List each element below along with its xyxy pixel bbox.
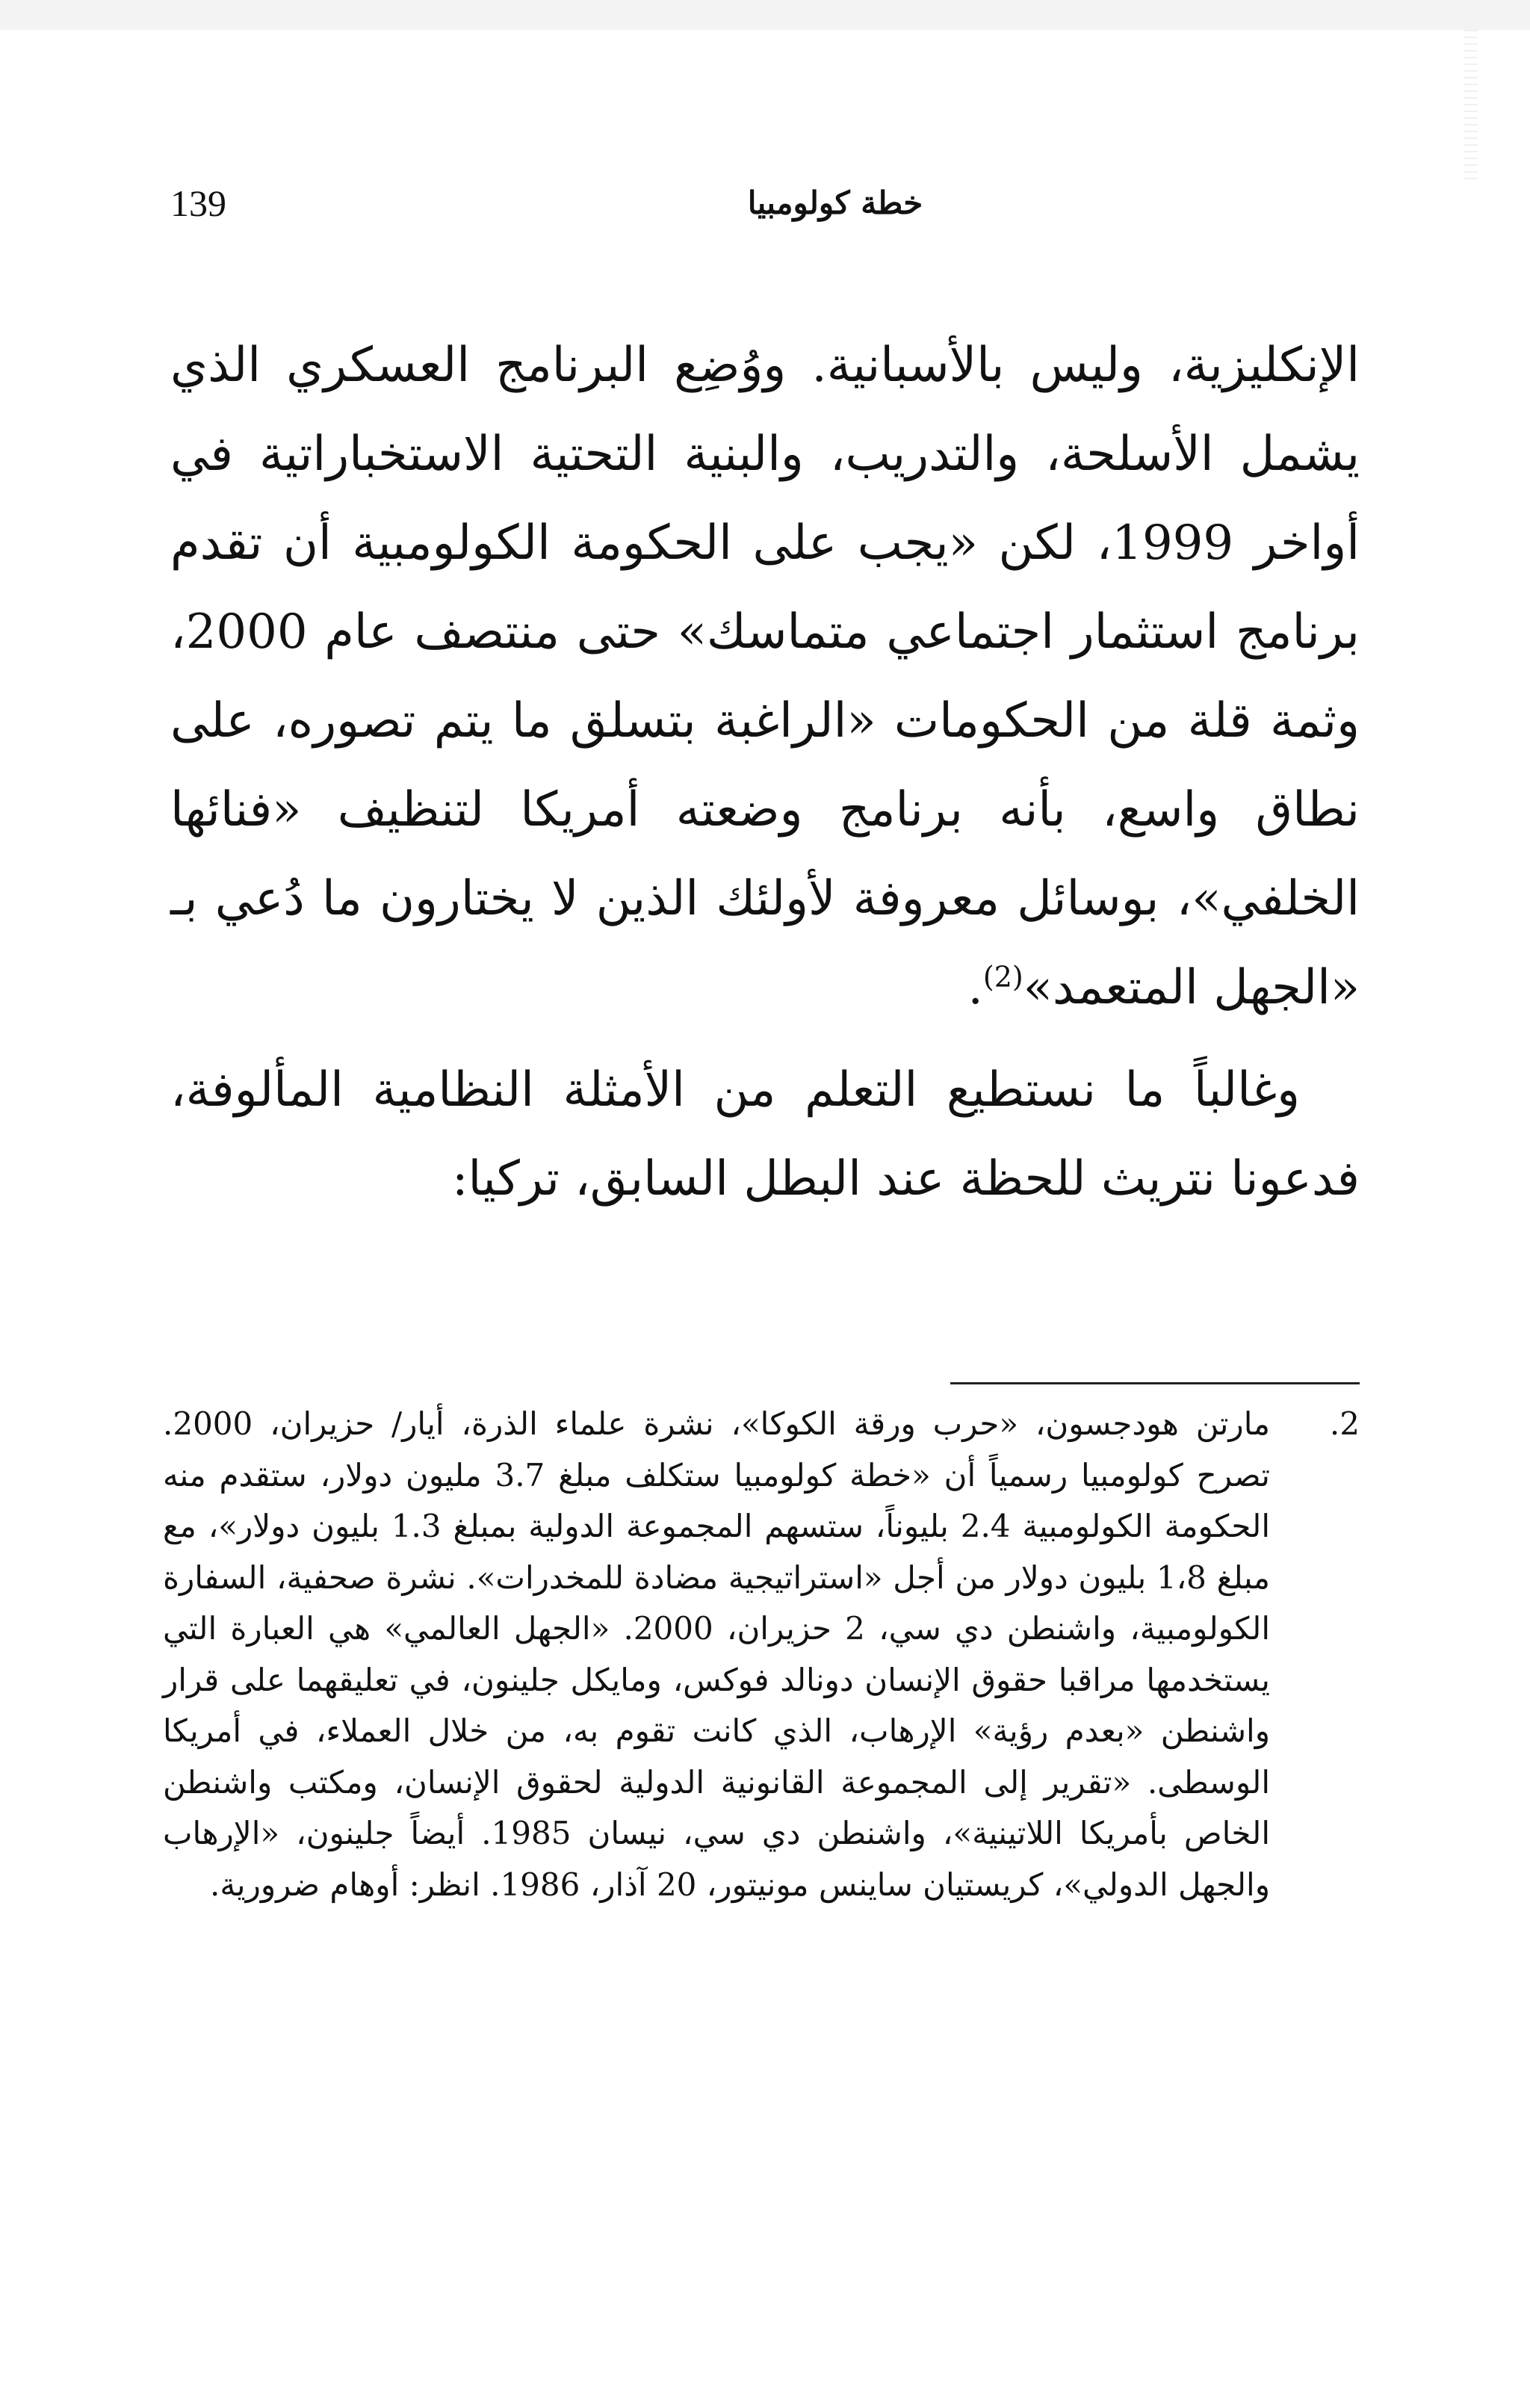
running-title: خطة كولومبيا bbox=[747, 185, 923, 221]
footnote-number: 2. bbox=[1329, 1405, 1360, 1442]
paragraph-1 bbox=[170, 321, 1360, 1033]
paragraph-1-end: . bbox=[967, 960, 983, 1015]
footnote bbox=[163, 1399, 1360, 1910]
paragraph-2: وغالباً ما نستطيع التعلم من الأمثلة النظامية المألوفة، فدعونا نتريث للحظة عند البطل السابق، تركيا: bbox=[170, 1062, 1360, 1207]
page-number: 139 bbox=[170, 182, 226, 224]
scan-top-strip bbox=[0, 0, 1530, 30]
scan-edge-speckle bbox=[1464, 30, 1478, 179]
page-header bbox=[170, 173, 1360, 233]
footnote-text: مارتن هودجسون، «حرب ورقة الكوكا»، نشرة علماء الذرة، أيار/ حزيران، 2000. تصرح كولومبيا رسمياً أن «خطة كولومبيا ستكلف مبلغ 3.7 مليون دولار، ستقدم منه الحكومة الكولومبية 2.4 بليوناً، ستسهم المجموعة الدولية بمبلغ 1.3 بليون دولار»، مع مبلغ 1،8 بليون دولار من أجل «استراتيجية مضادة للمخدرات». نشرة صحفية، السفارة الكولومبية، واشنطن دي سي، 2 حزيران، 2000. «الجهل العالمي» هي العبارة التي يستخدمها مراقبا حقوق الإنسان دونالد فوكس، ومايكل جلينون، في تعليقهما على قرار واشنطن «بعدم رؤية» الإرهاب، الذي كانت تقوم به، من خلال العملاء، في أمريكا الوسطى. «تقرير إلى المجموعة القانونية الدولية لحقوق الإنسان، ومكتب واشنطن الخاص بأمريكا اللاتينية»، واشنطن دي سي، نيسان 1985. أيضاً جلينون، «الإرهاب والجهل الدولي»، كريستيان ساينس مونيتور، 20 آذار، 1986. انظر: أوهام ضرورية. bbox=[163, 1405, 1271, 1903]
footnote-separator bbox=[950, 1382, 1360, 1384]
body-text bbox=[170, 321, 1360, 1224]
footnote-reference: (2) bbox=[982, 960, 1023, 994]
paragraph-1-text: الإنكليزية، وليس بالأسبانية. ووُضِع البرنامج العسكري الذي يشمل الأسلحة، والتدريب، والبنية التحتية الاستخباراتية في أواخر 1999، لكن «يجب على الحكومة الكولومبية أن تقدم برنامج استثمار اجتماعي متماسك» حتى منتصف عام 2000، وثمة قلة من الحكومات «الراغبة بتسلق ما يتم تصوره، على نطاق واسع، بأنه برنامج وضعته أمريكا لتنظيف «فنائها الخلفي»، بوسائل معروفة لأولئك الذين لا يختارون ما دُعي بـ «الجهل المتعمد» bbox=[170, 338, 1360, 1015]
